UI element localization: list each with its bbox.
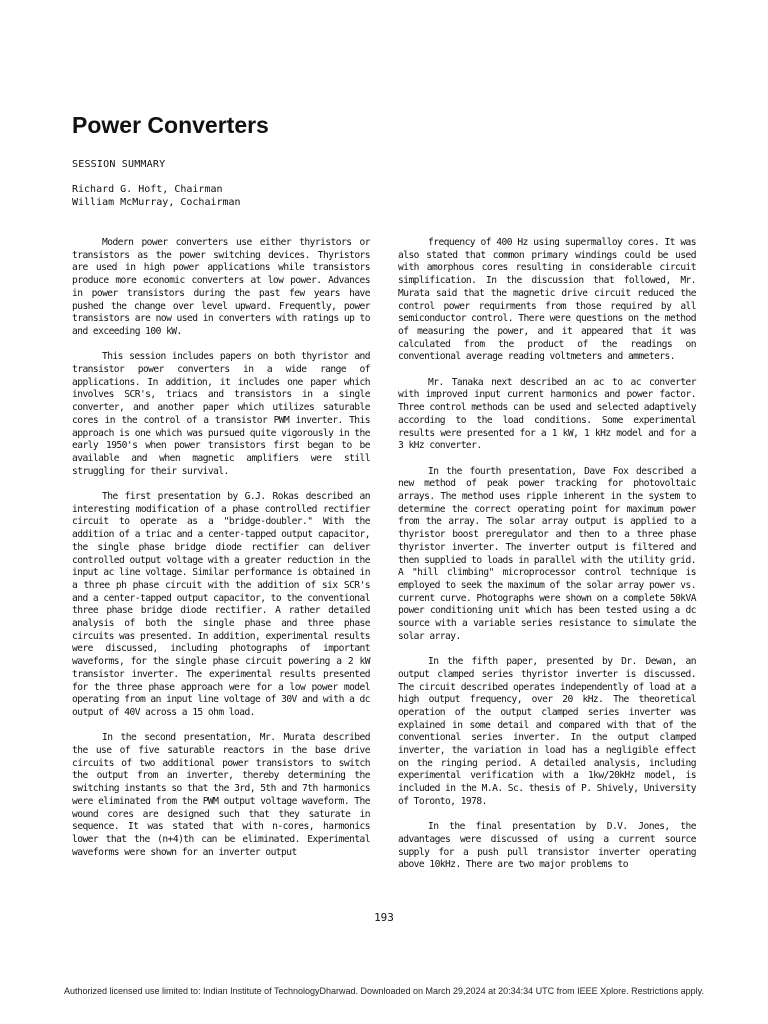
cochairman-name: William McMurray, Cochairman xyxy=(72,197,241,208)
paragraph: Mr. Tanaka next described an ac to ac converter with improved input current harmonics and power factor. Three control methods can be used and selected adaptively according to the load conditions. Some experimental results were presented for a 1 kW, 1 kHz model and for a 3 kHz converter. xyxy=(398,376,696,452)
page-title: Power Converters xyxy=(72,112,269,138)
paragraph: frequency of 400 Hz using supermalloy cores. It was also stated that common primary windings could be used with amorphous cores resulting in considerable circuit simplification. In the discussion that followed, Mr. Murata said that the magnetic drive circuit reduced the control power requirments from those required by all semiconductor control. There were questions on the method of measuring the power, and it appeared that it was calculated from the product of the readings on conventional average reading voltmeters and ammeters. xyxy=(398,237,696,363)
paragraph: This session includes papers on both thyristor and transistor power converters in a wide range of applications. In addition, it includes one paper which involves SCR's, triacs and transistors in a single converter, and another paper which utilizes saturable cores in the control of a transistor PWM inverter. This approach is one which was pursued quite vigorously in the early 1950's when power transistors first began to be available and when magnetic amplifiers were still struggling for their survival. xyxy=(72,351,370,477)
paragraph: In the fifth paper, presented by Dr. Dewan, an output clamped series thyristor inverter is discussed. The circuit described operates independently of load at a high output frequency, over 20 kHz. The theoretical operation of the output clamped series inverter was explained in some detail and compared with that of the conventional series inverter. In the output clamped inverter, the variation in load has a negligible effect on the ringing period. A detailed analysis, including experimental verification with a 1kw/20kHz model, is included in the M.A. Sc. thesis of P. Shively, University of Toronto, 1978. xyxy=(398,656,696,807)
paragraph: In the final presentation by D.V. Jones, the advantages were discussed of using a current source supply for a push pull transistor inverter operating above 10kHz. There are two major problems to xyxy=(398,821,696,871)
page-number: 193 xyxy=(374,911,394,924)
left-column xyxy=(72,237,370,872)
session-label: SESSION SUMMARY xyxy=(72,159,166,170)
session-chairs xyxy=(72,183,241,209)
paragraph: In the fourth presentation, Dave Fox described a new method of peak power tracking for photovoltaic arrays. The method uses ripple inherent in the system to determine the correct operating point for maximum power from the array. The solar array output is applied to a thyristor boost preregulator and then to a three phase thyristor inverter. The inverter output is filtered and then supplied to loads in parallel with the utility grid. A "hill climbing" microprocessor control technique is employed to seek the maximum of the solar array power vs. current curve. Photographs were shown on a complete 50kVA power conditioning unit which has been tested using a dc source with a variable series resistance to simulate the solar array. xyxy=(398,465,696,642)
license-footer: Authorized licensed use limited to: Indian Institute of TechnologyDharwad. Downloaded on March 29,2024 at 20:34:34 UTC from IEEE Xplore. Restrictions apply. xyxy=(63,986,705,996)
chairman-name: Richard G. Hoft, Chairman xyxy=(72,184,223,195)
paragraph: In the second presentation, Mr. Murata described the use of five saturable reactors in the base drive circuits of two additional power transistors to switch the output from an inverter, thereby determining the switching instants so that the 3rd, 5th and 7th harmonics were eliminated from the PWM output voltage waveform. The wound cores are designed such that they saturate in sequence. It was stated that with n-cores, harmonics lower that the (n+4)th can be eliminated. Experimental waveforms were shown for an inverter output xyxy=(72,732,370,858)
right-column xyxy=(398,237,696,885)
paragraph: The first presentation by G.J. Rokas described an interesting modification of a phase controlled rectifier circuit to operate as a "bridge-doubler." With the addition of a triac and a center-tapped output capacitor, the single phase bridge diode rectifier can deliver controlled output voltage with a greater reduction in the input ac line voltage. Similar performance is obtained in a three ph phase circuit with the addition of six SCR's and a center-tapped output capacitor, to the conventional three phase bridge diode rectifier. A rather detailed analysis of both the single phase and three phase circuits was presented. In addition, experimental results were discussed, including photographs of important waveforms, for the single phase circuit powering a 2 kW transistor inverter. The experimental results presented for the three phase approach were for a low power model operating from an input line voltage of 30V and with a dc output of 40V across a 15 ohm load. xyxy=(72,491,370,718)
paragraph: Modern power converters use either thyristors or transistors as the power switching devices. Thyristors are used in high power applications while transistors produce more economic converters at low power. Advances in power transistors during the past few years have pushed the change over level upward. Frequently, power transistors are now used in converters with ratings up to and exceeding 100 kW. xyxy=(72,237,370,337)
